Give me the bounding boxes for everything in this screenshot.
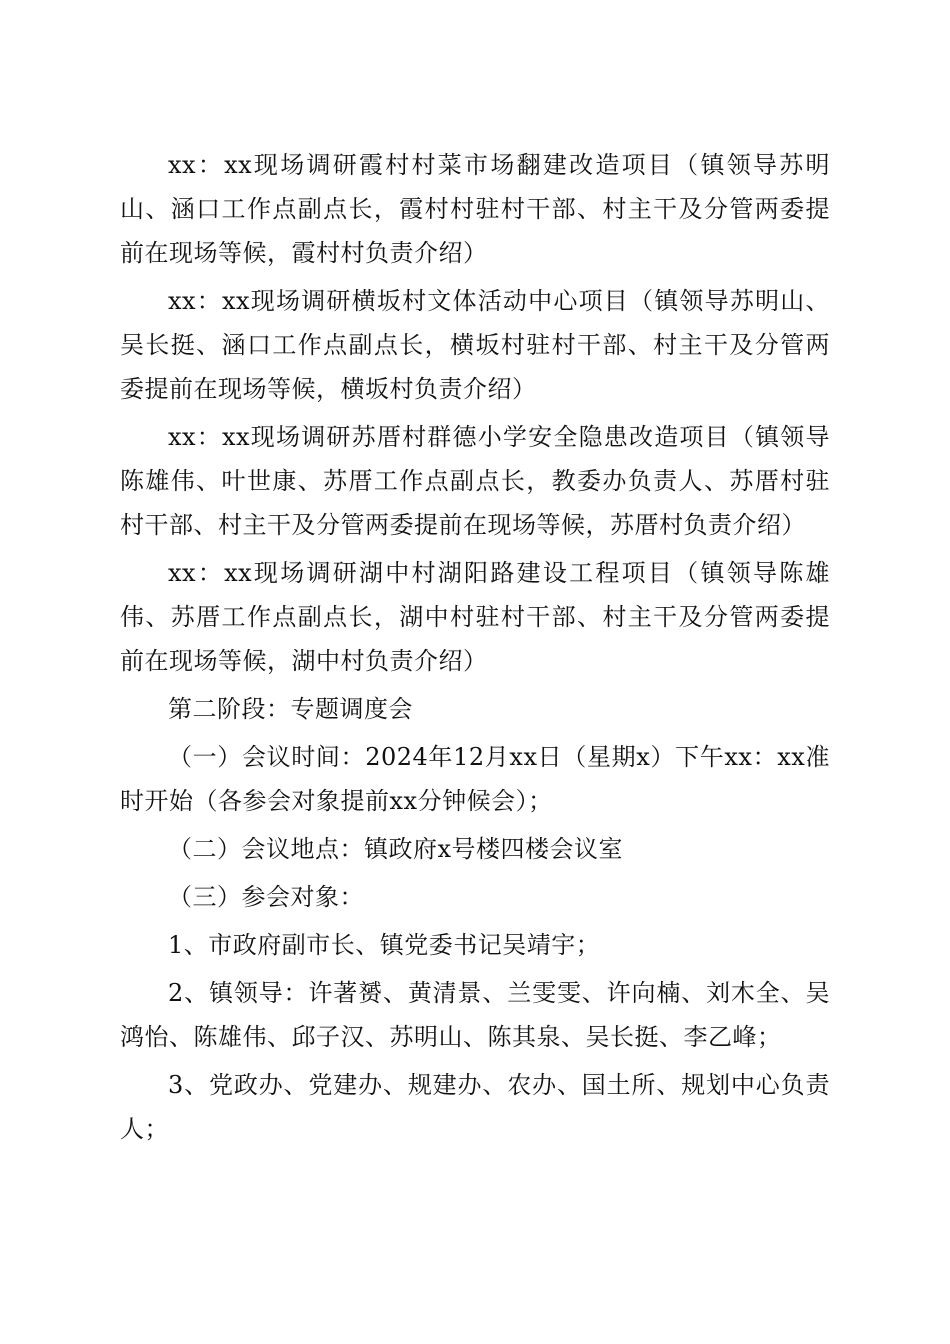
list-item-attendee-3: 3、党政办、党建办、规建办、农办、国土所、规划中心负责人； [120,1071,830,1143]
paragraph-meeting-location: （二）会议地点：镇政府x号楼四楼会议室 [168,835,624,863]
list-item-attendee-2: 2、镇领导：许著赟、黄清景、兰雯雯、许向楠、刘木全、吴鸿怡、陈雄伟、邱子汉、苏明山、陈其泉、吴长挺、李乙峰； [120,979,830,1051]
document-body [120,143,830,1155]
paragraph-site-visit-hengban: xx：xx现场调研横坂村文体活动中心项目（镇领导苏明山、吴长挺、涵口工作点副点长，横坂村驻村干部、村主干及分管两委提前在现场等候，横坂村负责介绍） [120,287,830,403]
paragraph-meeting-time: （一）会议时间：2024年12月xx日（星期x）下午xx：xx准时开始（各参会对象提前xx分钟候会）； [120,743,830,815]
list-item-attendee-1: 1、市政府副市长、镇党委书记吴靖宇； [168,931,601,959]
paragraph-site-visit-sucuo: xx：xx现场调研苏厝村群德小学安全隐患改造项目（镇领导陈雄伟、叶世康、苏厝工作点副点长，教委办负责人、苏厝村驻村干部、村主干及分管两委提前在现场等候，苏厝村负责介绍） [120,423,830,539]
section-heading-stage-two: 第二阶段：专题调度会 [168,695,413,723]
paragraph-site-visit-xiacun: xx：xx现场调研霞村村菜市场翻建改造项目（镇领导苏明山、涵口工作点副点长，霞村村驻村干部、村主干及分管两委提前在现场等候，霞村村负责介绍） [120,151,830,267]
paragraph-attendees-heading: （三）参会对象： [168,883,364,911]
paragraph-site-visit-huzhong: xx：xx现场调研湖中村湖阳路建设工程项目（镇领导陈雄伟、苏厝工作点副点长，湖中村驻村干部、村主干及分管两委提前在现场等候，湖中村负责介绍） [120,559,830,675]
